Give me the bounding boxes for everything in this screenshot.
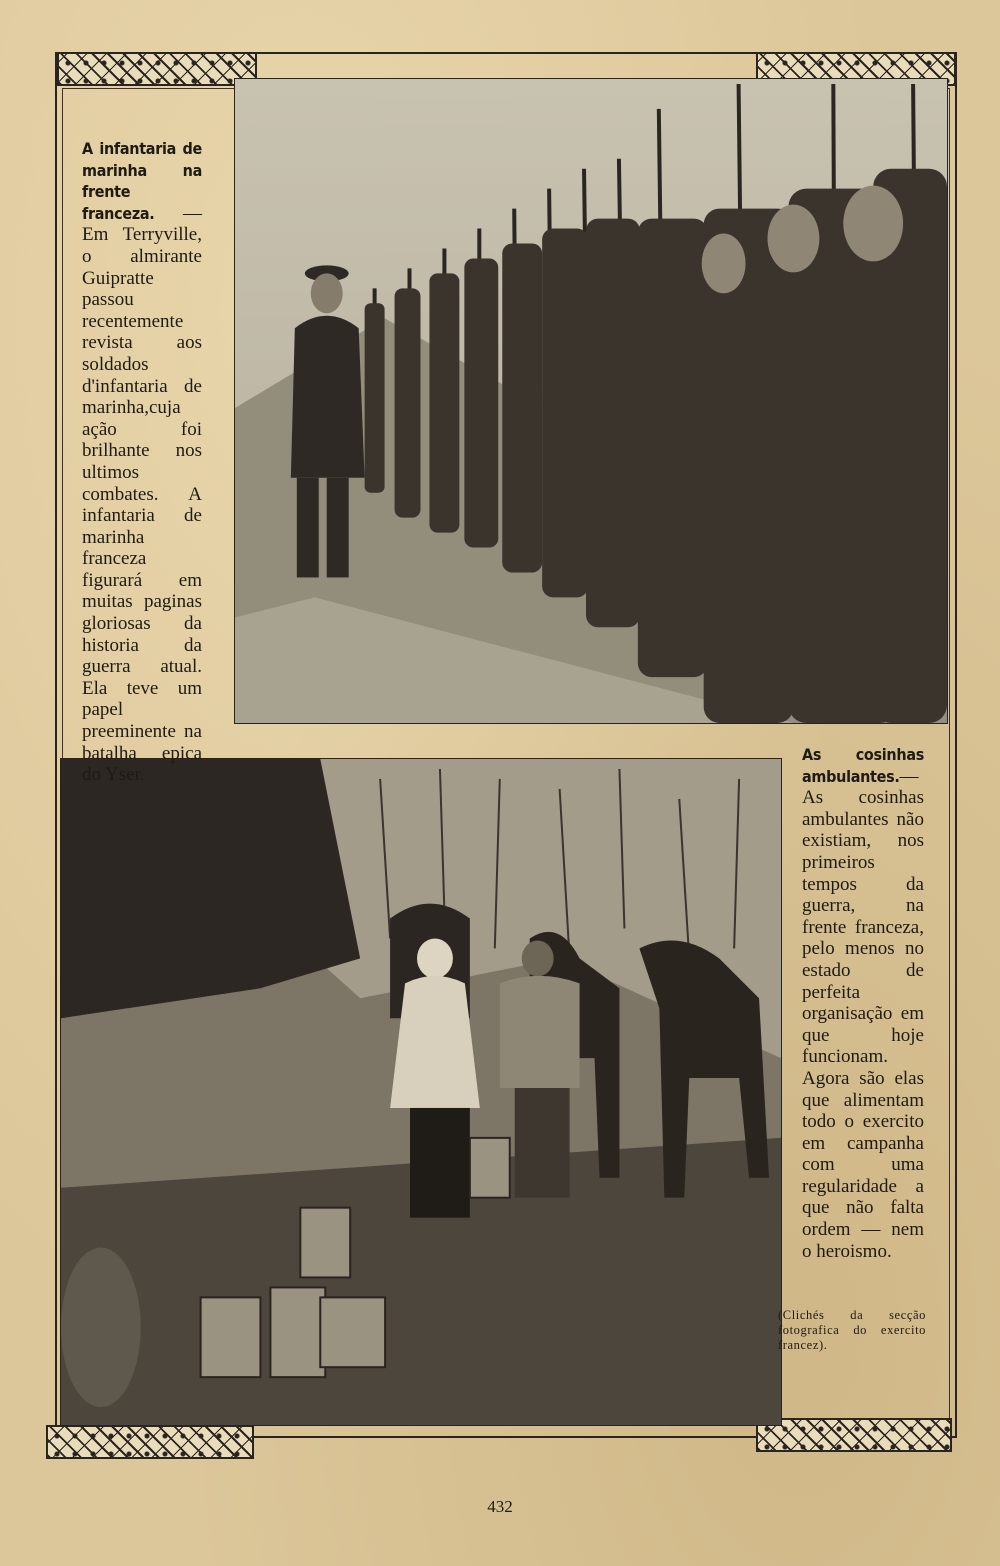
caption-marine-infantry [82, 138, 202, 786]
page-number: 432 [487, 1497, 513, 1516]
caption-field-kitchens [802, 744, 924, 1262]
caption-marine-infantry-title: A infantaria de marinha na frente franceza. [82, 139, 202, 223]
caption-marine-infantry-body: — Em Terryville, o almirante Guipratte passou recentemente revista aos soldados d'infantaria de marinha,cuja ação foi brilhante nos ultimos combates. A infantaria de marinha franceza figurará em muitas paginas gloriosas da historia da guerra atual. Ela teve um papel preeminente na batalha epica do Yser. [82, 202, 202, 786]
ornament-bottom-right [756, 1418, 952, 1452]
ornament-bottom-left [46, 1425, 254, 1459]
caption-field-kitchens-title: As cosinhas ambulantes. [802, 745, 924, 786]
photo-marine-infantry-review [234, 78, 948, 724]
photo-credit: (Clichés da secção fotografica do exercito francez). [778, 1308, 926, 1352]
caption-field-kitchens-body: —As cosinhas ambulantes não existiam, nos primeiros tempos da guerra, na frente franceza, pelo menos no estado de perfeita organisação em que hoje funcionam. Agora são elas que alimentam todo o exercito em campanha com uma regularidade a que não falta ordem — nem o heroismo. [802, 765, 924, 1262]
ornament-top-left [57, 52, 257, 86]
photo-field-kitchens [60, 758, 782, 1426]
